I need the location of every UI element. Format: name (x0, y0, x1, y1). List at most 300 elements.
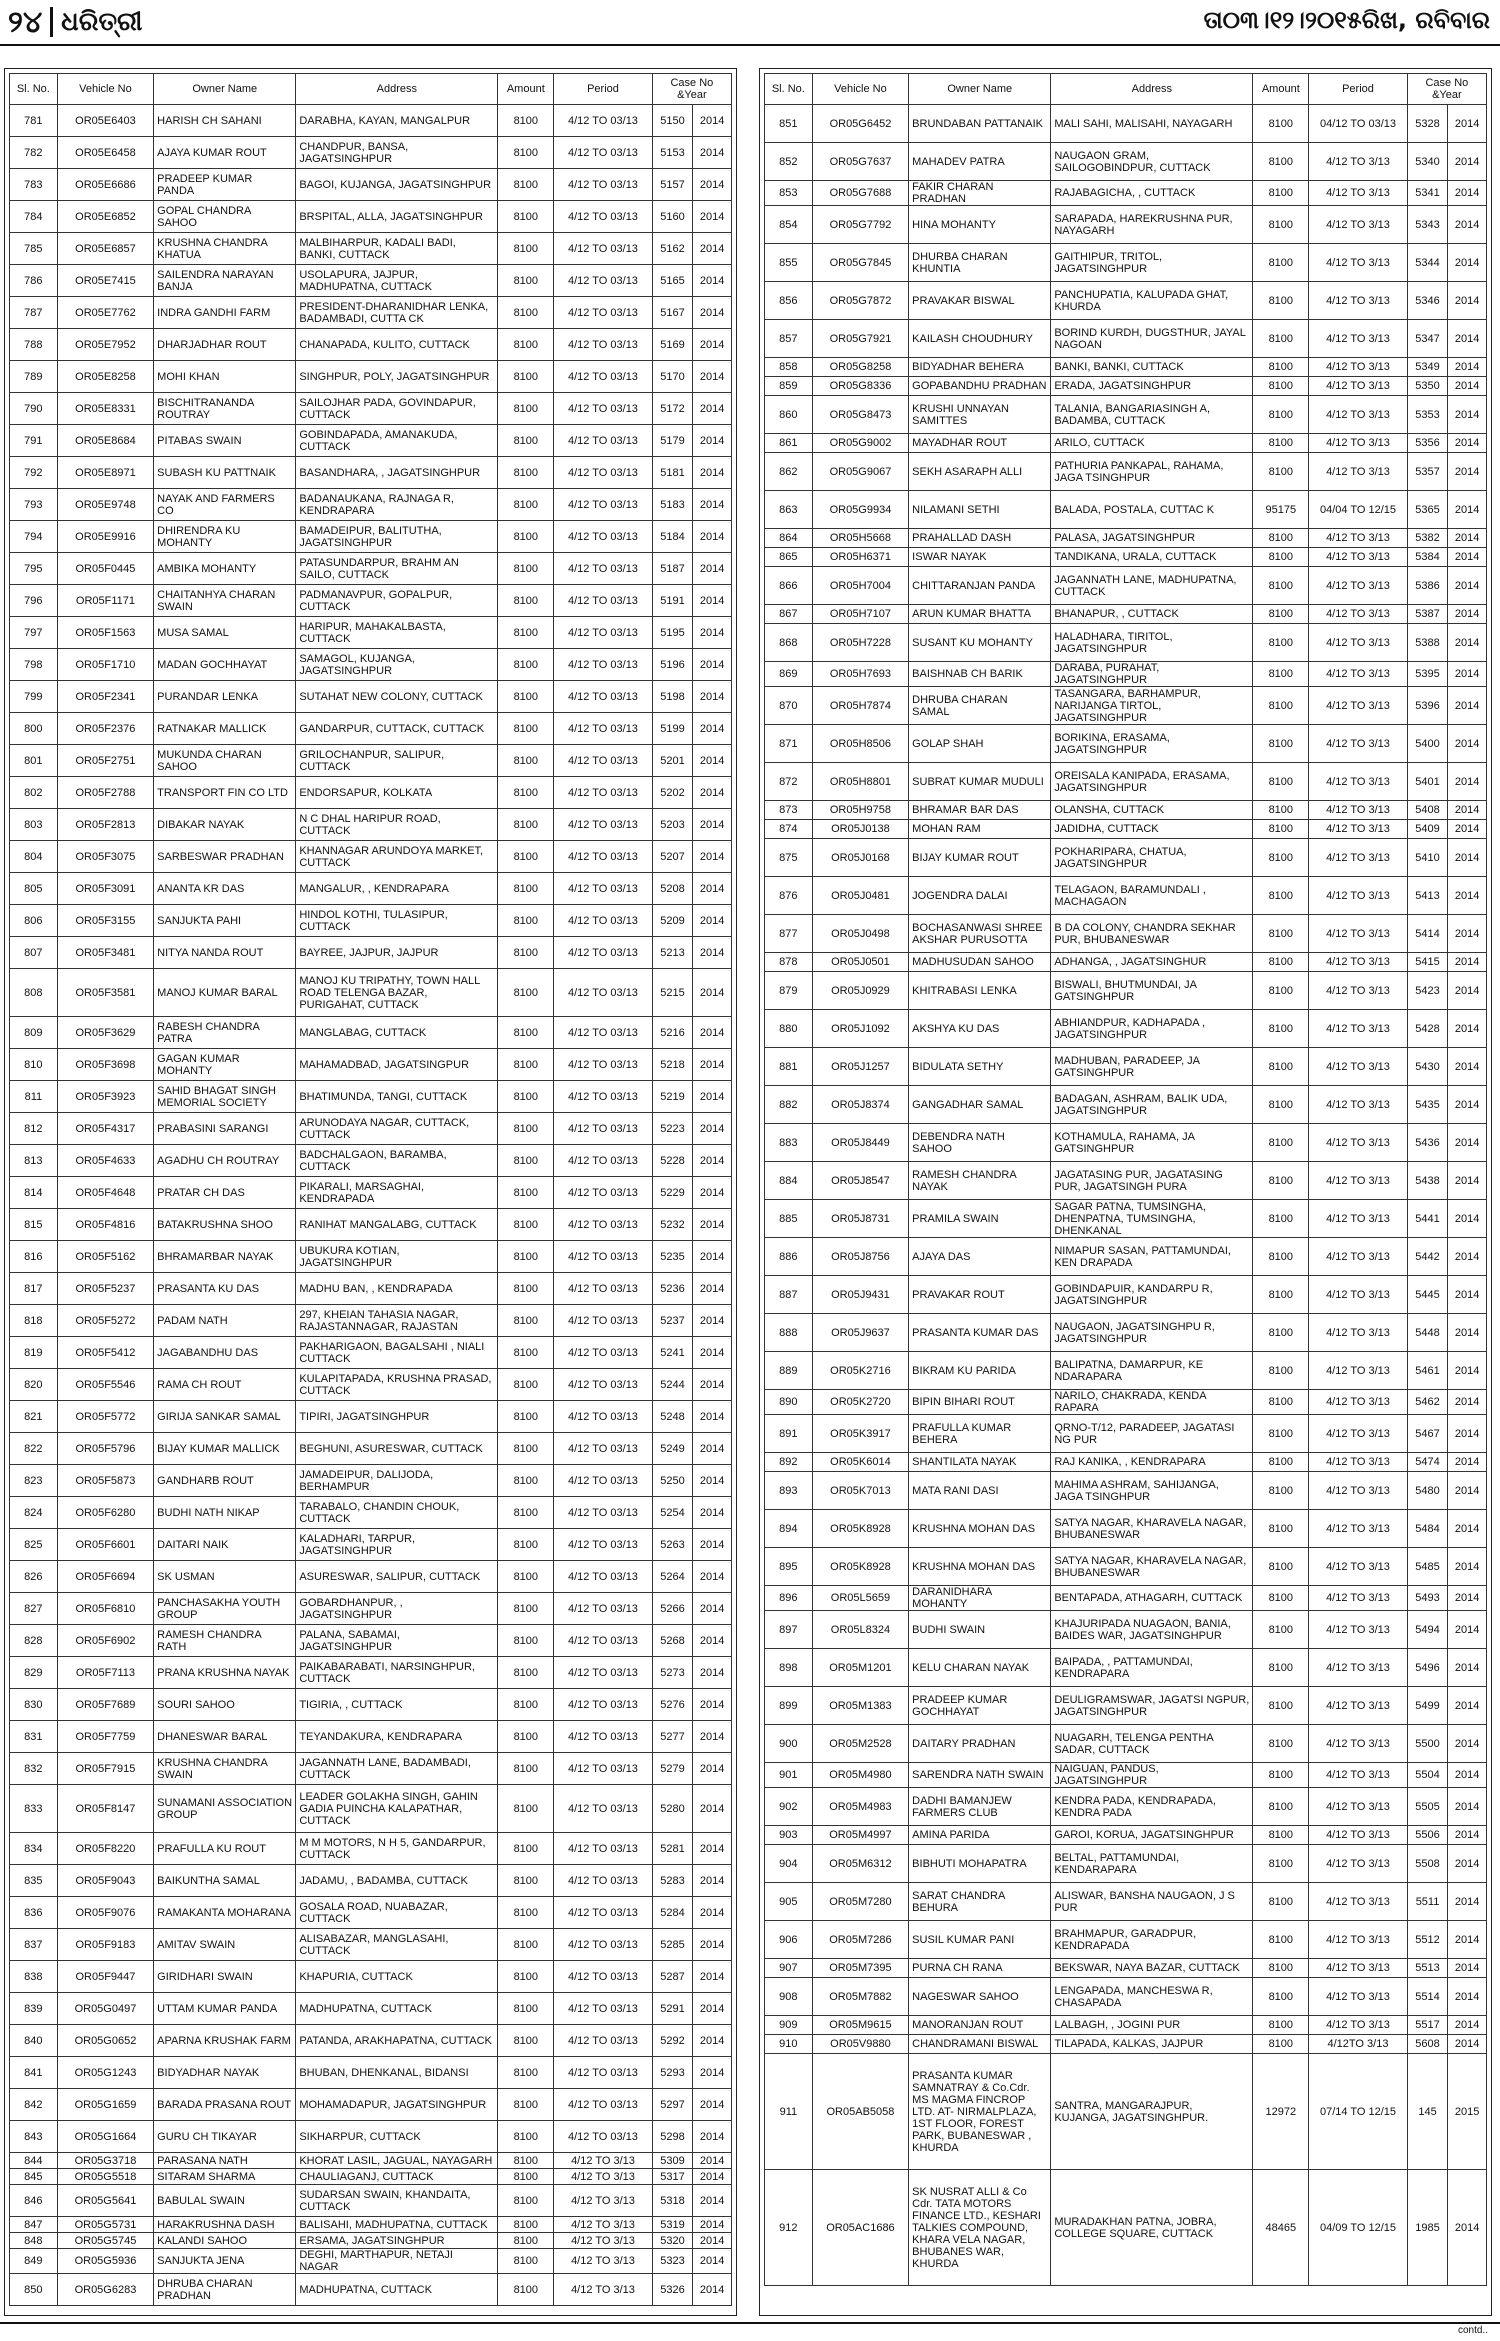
cell-case-no: 5187 (652, 553, 693, 585)
cell-address: MURADAKHAN PATNA, JOBRA, COLLEGE SQUARE, CUTTACK (1051, 2170, 1253, 2286)
cell-sl-no: 811 (10, 1081, 58, 1113)
cell-case-no: 5349 (1407, 358, 1448, 377)
cell-year: 2014 (693, 393, 732, 425)
cell-owner-name: HINA MOHANTY (909, 206, 1051, 244)
table-row (765, 1687, 1487, 1725)
cell-period: 4/12 TO 3/13 (1309, 1276, 1407, 1314)
cell-period: 4/12 TO 3/13 (1309, 624, 1407, 662)
table-row (10, 1113, 732, 1145)
cell-amount: 8100 (498, 745, 554, 777)
table-row (765, 1124, 1487, 1162)
cell-case-no: 5485 (1407, 1548, 1448, 1586)
cell-address: HARIPUR, MAHAKALBASTA, CUTTACK (296, 617, 498, 649)
cell-period: 4/12 TO 03/13 (554, 137, 652, 169)
cell-owner-name: SARENDRA NATH SWAIN (909, 1763, 1051, 1788)
cell-owner-name: BATAKRUSHNA SHOO (154, 1209, 296, 1241)
cell-sl-no: 899 (765, 1687, 813, 1725)
cell-sl-no: 857 (765, 320, 813, 358)
cell-period: 4/12 TO 03/13 (554, 873, 652, 905)
cell-case-no: 5291 (652, 1993, 693, 2025)
cell-sl-no: 896 (765, 1586, 813, 1611)
cell-vehicle-no: OR05F8147 (57, 1785, 153, 1833)
cell-year: 2014 (1448, 548, 1487, 567)
cell-address: BADAGAN, ASHRAM, BALIK UDA, JAGATSINGHPUR (1051, 1086, 1253, 1124)
cell-year: 2014 (693, 1929, 732, 1961)
cell-address: KENDRA PADA, KENDRAPADA, KENDRA PADA (1051, 1788, 1253, 1826)
cell-period: 4/12 TO 3/13 (1309, 1921, 1407, 1959)
cell-owner-name: PADAM NATH (154, 1305, 296, 1337)
table-row (10, 137, 732, 169)
cell-case-no: 5167 (652, 297, 693, 329)
cell-year: 2014 (693, 1897, 732, 1929)
cell-amount: 8100 (1253, 1415, 1309, 1453)
cell-vehicle-no: OR05E7952 (57, 329, 153, 361)
cell-case-no: 5395 (1407, 662, 1448, 687)
table-row (765, 662, 1487, 687)
cell-address: ERSAMA, JAGATSINGHPUR (296, 2233, 498, 2249)
cell-sl-no: 878 (765, 953, 813, 972)
cell-vehicle-no: OR05E6686 (57, 169, 153, 201)
cell-case-no: 5445 (1407, 1276, 1448, 1314)
cell-vehicle-no: OR05K2720 (812, 1390, 908, 1415)
cell-year: 2014 (1448, 801, 1487, 820)
table-row (765, 2035, 1487, 2054)
cell-period: 4/12 TO 3/13 (1309, 1314, 1407, 1352)
cell-sl-no: 808 (10, 969, 58, 1017)
cell-amount: 8100 (1253, 453, 1309, 491)
cell-address: BENTAPADA, ATHAGARH, CUTTACK (1051, 1586, 1253, 1611)
cell-owner-name: BRUNDABAN PATTANAIK (909, 105, 1051, 143)
cell-period: 4/12 TO 3/13 (554, 2274, 652, 2306)
cell-period: 4/12 TO 3/13 (1309, 434, 1407, 453)
cell-vehicle-no: OR05F7759 (57, 1721, 153, 1753)
cell-address: NARILO, CHAKRADA, KENDA RAPARA (1051, 1390, 1253, 1415)
cell-amount: 8100 (1253, 687, 1309, 725)
table-row (10, 1177, 732, 1209)
cell-owner-name: BHRAMAR BAR DAS (909, 801, 1051, 820)
cell-owner-name: RAMESH CHANDRA NAYAK (909, 1162, 1051, 1200)
page-footer (0, 2322, 1500, 2341)
cell-amount: 8100 (498, 937, 554, 969)
cell-owner-name: GANGADHAR SAMAL (909, 1086, 1051, 1124)
cell-case-no: 5496 (1407, 1649, 1448, 1687)
table-row (10, 201, 732, 233)
cell-period: 4/12 TO 3/13 (1309, 1453, 1407, 1472)
cell-year: 2014 (693, 1081, 732, 1113)
cell-case-no: 5484 (1407, 1510, 1448, 1548)
cell-address: MAHAMADBAD, JAGATSINGPUR (296, 1049, 498, 1081)
table-row (10, 489, 732, 521)
cell-year: 2014 (1448, 377, 1487, 396)
table-row (765, 1649, 1487, 1687)
cell-case-no: 5438 (1407, 1162, 1448, 1200)
cell-case-no: 5493 (1407, 1586, 1448, 1611)
cell-year: 2014 (693, 2089, 732, 2121)
cell-sl-no: 826 (10, 1561, 58, 1593)
cell-owner-name: SITARAM SHARMA (154, 2169, 296, 2185)
cell-year: 2014 (1448, 1611, 1487, 1649)
cell-address: MANOJ KU TRIPATHY, TOWN HALL ROAD TELENGA BAZAR, PURIGAHAT, CUTTACK (296, 969, 498, 1017)
cell-sl-no: 892 (765, 1453, 813, 1472)
table-row (765, 1510, 1487, 1548)
cell-case-no: 5201 (652, 745, 693, 777)
cell-vehicle-no: OR05G8258 (812, 358, 908, 377)
cell-vehicle-no: OR05K7013 (812, 1472, 908, 1510)
cell-period: 4/12 TO 3/13 (1309, 143, 1407, 181)
cell-period: 4/12 TO 03/13 (554, 1961, 652, 1993)
cell-vehicle-no: OR05G7688 (812, 181, 908, 206)
cell-address: ALISWAR, BANSHA NAUGAON, J S PUR (1051, 1883, 1253, 1921)
cell-period: 4/12 TO 03/13 (554, 201, 652, 233)
cell-case-no: 5196 (652, 649, 693, 681)
cell-owner-name: PRAVAKAR ROUT (909, 1276, 1051, 1314)
cell-sl-no: 783 (10, 169, 58, 201)
cell-amount: 12972 (1253, 2054, 1309, 2170)
table-row (10, 617, 732, 649)
cell-owner-name: PRANA KRUSHNA NAYAK (154, 1657, 296, 1689)
cell-vehicle-no: OR05G7792 (812, 206, 908, 244)
cell-case-no: 5347 (1407, 320, 1448, 358)
cell-address: PIKARALI, MARSAGHAI, KENDRAPADA (296, 1177, 498, 1209)
cell-address: HALADHARA, TIRITOL, JAGATSINGHPUR (1051, 624, 1253, 662)
cell-period: 4/12 TO 3/13 (1309, 320, 1407, 358)
cell-year: 2014 (1448, 1725, 1487, 1763)
cell-period: 4/12 TO 3/13 (1309, 1649, 1407, 1687)
cell-year: 2014 (693, 777, 732, 809)
cell-sl-no: 845 (10, 2169, 58, 2185)
table-row (765, 320, 1487, 358)
cell-case-no: 5415 (1407, 953, 1448, 972)
cell-year: 2014 (693, 1113, 732, 1145)
cell-owner-name: MATA RANI DASI (909, 1472, 1051, 1510)
cell-year: 2014 (1448, 282, 1487, 320)
cell-period: 4/12 TO 03/13 (554, 745, 652, 777)
cell-owner-name: SARBESWAR PRADHAN (154, 841, 296, 873)
cell-period: 4/12 TO 3/13 (1309, 1124, 1407, 1162)
cell-address: TILAPADA, KALKAS, JAJPUR (1051, 2035, 1253, 2054)
cell-sl-no: 846 (10, 2185, 58, 2217)
table-row (10, 1369, 732, 1401)
cell-case-no: 5198 (652, 681, 693, 713)
table-row (765, 1352, 1487, 1390)
cell-year: 2014 (1448, 1314, 1487, 1352)
cell-sl-no: 789 (10, 361, 58, 393)
table-row (10, 2185, 732, 2217)
cell-amount: 8100 (498, 1929, 554, 1961)
cell-year: 2014 (693, 361, 732, 393)
cell-vehicle-no: OR05G9002 (812, 434, 908, 453)
cell-case-no: 5263 (652, 1529, 693, 1561)
cell-period: 4/12 TO 03/13 (554, 1721, 652, 1753)
cell-case-no: 5153 (652, 137, 693, 169)
cell-vehicle-no: OR05F5272 (57, 1305, 153, 1337)
table-row (10, 2233, 732, 2249)
cell-vehicle-no: OR05M4997 (812, 1826, 908, 1845)
cell-period: 4/12 TO 03/13 (554, 297, 652, 329)
cell-amount: 8100 (1253, 206, 1309, 244)
cell-amount: 8100 (498, 489, 554, 521)
table-row (765, 377, 1487, 396)
cell-amount: 8100 (498, 1561, 554, 1593)
cell-owner-name: SANJUKTA JENA (154, 2249, 296, 2274)
table-row (765, 1415, 1487, 1453)
cell-owner-name: KELU CHARAN NAYAK (909, 1649, 1051, 1687)
cell-address: PANCHUPATIA, KALUPADA GHAT, KHURDA (1051, 282, 1253, 320)
cell-amount: 8100 (1253, 1788, 1309, 1826)
cell-owner-name: SAILENDRA NARAYAN BANJA (154, 265, 296, 297)
cell-sl-no: 827 (10, 1593, 58, 1625)
cell-address: SANTRA, MANGARAJPUR, KUJANGA, JAGATSINGHPUR. (1051, 2054, 1253, 2170)
cell-address: BASANDHARA, , JAGATSINGHPUR (296, 457, 498, 489)
cell-amount: 8100 (498, 617, 554, 649)
cell-case-no: 5386 (1407, 567, 1448, 605)
cell-amount: 8100 (498, 1177, 554, 1209)
cell-sl-no: 797 (10, 617, 58, 649)
cell-year: 2014 (693, 681, 732, 713)
cell-year: 2014 (693, 1689, 732, 1721)
cell-amount: 8100 (498, 1145, 554, 1177)
cell-case-no: 5281 (652, 1833, 693, 1865)
cell-amount: 8100 (1253, 877, 1309, 915)
cell-period: 4/12 TO 3/13 (1309, 529, 1407, 548)
cell-sl-no: 888 (765, 1314, 813, 1352)
cell-period: 4/12 TO 3/13 (1309, 972, 1407, 1010)
cell-address: TANDIKANA, URALA, CUTTACK (1051, 548, 1253, 567)
table-row (10, 681, 732, 713)
cell-address: TIPIRI, JAGATSINGHPUR (296, 1401, 498, 1433)
cell-vehicle-no: OR05F5796 (57, 1433, 153, 1465)
cell-vehicle-no: OR05F6280 (57, 1497, 153, 1529)
cell-address: ADHANGA, , JAGATSINGHUR (1051, 953, 1253, 972)
table-row (10, 2121, 732, 2153)
cell-amount: 8100 (498, 1401, 554, 1433)
cell-address: NAIGUAN, PANDUS, JAGATSINGHPUR (1051, 1763, 1253, 1788)
cell-owner-name: PRATAR CH DAS (154, 1177, 296, 1209)
cell-case-no: 5264 (652, 1561, 693, 1593)
cell-vehicle-no: OR05F2341 (57, 681, 153, 713)
col-amount: Amount (1253, 74, 1309, 105)
cell-amount: 8100 (498, 1961, 554, 1993)
cell-period: 4/12 TO 03/13 (554, 1337, 652, 1369)
cell-case-no: 5396 (1407, 687, 1448, 725)
cell-owner-name: BIPIN BIHARI ROUT (909, 1390, 1051, 1415)
cell-period: 4/12 TO 03/13 (554, 1929, 652, 1961)
cell-amount: 8100 (1253, 1048, 1309, 1086)
cell-owner-name: KRUSHNA MOHAN DAS (909, 1548, 1051, 1586)
cell-owner-name: SK NUSRAT ALLI & Co Cdr. TATA MOTORS FINANCE LTD., KESHARI TALKIES COMPOUND, KHARA VELA NAGAR, BHUBANES WAR, KHURDA (909, 2170, 1051, 2286)
cell-period: 4/12 TO 3/13 (1309, 1687, 1407, 1725)
col-case-no-year: Case No &Year (1407, 74, 1486, 105)
cell-address: GRILOCHANPUR, SALIPUR, CUTTACK (296, 745, 498, 777)
cell-address: JADIDHA, CUTTACK (1051, 820, 1253, 839)
cell-period: 4/12 TO 03/13 (554, 713, 652, 745)
table-row (765, 953, 1487, 972)
cell-amount: 8100 (1253, 434, 1309, 453)
cell-vehicle-no: OR05E9748 (57, 489, 153, 521)
cell-case-no: 5218 (652, 1049, 693, 1081)
cell-address: PADMANAVPUR, GOPALPUR, CUTTACK (296, 585, 498, 617)
cell-year: 2014 (693, 969, 732, 1017)
cell-address: BADCHALGAON, BARAMBA, CUTTACK (296, 1145, 498, 1177)
cell-period: 4/12 TO 03/13 (554, 1209, 652, 1241)
cell-period: 4/12 TO 03/13 (554, 777, 652, 809)
cell-amount: 8100 (498, 1753, 554, 1785)
table-row (10, 1833, 732, 1865)
cell-period: 4/12 TO 03/13 (554, 1113, 652, 1145)
cell-case-no: 5317 (652, 2169, 693, 2185)
cell-period: 4/12 TO 3/13 (1309, 662, 1407, 687)
vehicle-tax-table-left (9, 73, 732, 2306)
cell-sl-no: 907 (765, 1959, 813, 1978)
cell-year: 2014 (1448, 1845, 1487, 1883)
cell-address: KHAPURIA, CUTTACK (296, 1961, 498, 1993)
cell-amount: 8100 (1253, 1124, 1309, 1162)
cell-amount: 8100 (498, 1081, 554, 1113)
cell-vehicle-no: OR05F3481 (57, 937, 153, 969)
cell-case-no: 5462 (1407, 1390, 1448, 1415)
cell-owner-name: DADHI BAMANJEW FARMERS CLUB (909, 1788, 1051, 1826)
table-row (10, 521, 732, 553)
cell-amount: 8100 (498, 873, 554, 905)
table-row (10, 1401, 732, 1433)
cell-year: 2014 (693, 265, 732, 297)
cell-vehicle-no: OR05F3698 (57, 1049, 153, 1081)
cell-sl-no: 829 (10, 1657, 58, 1689)
table-row (10, 361, 732, 393)
cell-amount: 8100 (1253, 1687, 1309, 1725)
cell-year: 2014 (693, 1465, 732, 1497)
cell-year: 2014 (693, 1497, 732, 1529)
cell-year: 2014 (693, 105, 732, 137)
cell-year: 2014 (693, 2057, 732, 2089)
cell-owner-name: BABULAL SWAIN (154, 2185, 296, 2217)
cell-vehicle-no: OR05H7107 (812, 605, 908, 624)
col-period: Period (554, 74, 652, 105)
cell-amount: 95175 (1253, 491, 1309, 529)
cell-address: TARABALO, CHANDIN CHOUK, CUTTACK (296, 1497, 498, 1529)
table-row (765, 1453, 1487, 1472)
cell-owner-name: DHIRENDRA KU MOHANTY (154, 521, 296, 553)
cell-year: 2014 (693, 937, 732, 969)
cell-amount: 8100 (498, 1209, 554, 1241)
table-row (10, 2089, 732, 2121)
table-row (765, 434, 1487, 453)
cell-owner-name: HARAKRUSHNA DASH (154, 2217, 296, 2233)
table-row (10, 745, 732, 777)
cell-address: SAMAGOL, KUJANGA, JAGATSINGHPUR (296, 649, 498, 681)
cell-amount: 8100 (498, 809, 554, 841)
cell-period: 4/12 TO 3/13 (1309, 1238, 1407, 1276)
cell-case-no: 5467 (1407, 1415, 1448, 1453)
cell-owner-name: KRUSHNA CHANDRA KHATUA (154, 233, 296, 265)
cell-year: 2014 (1448, 1788, 1487, 1826)
cell-period: 4/12 TO 3/13 (1309, 1010, 1407, 1048)
cell-case-no: 5428 (1407, 1010, 1448, 1048)
cell-owner-name: PRASANTA KU DAS (154, 1273, 296, 1305)
cell-sl-no: 865 (765, 548, 813, 567)
cell-sl-no: 900 (765, 1725, 813, 1763)
cell-case-no: 5365 (1407, 491, 1448, 529)
cell-vehicle-no: OR05F4317 (57, 1113, 153, 1145)
cell-sl-no: 832 (10, 1753, 58, 1785)
cell-vehicle-no: OR05G8336 (812, 377, 908, 396)
cell-address: BHUBAN, DHENKANAL, BIDANSI (296, 2057, 498, 2089)
cell-address: BALIPATNA, DAMARPUR, KE NDARAPARA (1051, 1352, 1253, 1390)
cell-owner-name: DIBAKAR NAYAK (154, 809, 296, 841)
cell-vehicle-no: OR05F2813 (57, 809, 153, 841)
cell-sl-no: 871 (765, 725, 813, 763)
cell-case-no: 5199 (652, 713, 693, 745)
table-row (10, 1993, 732, 2025)
cell-vehicle-no: OR05E6403 (57, 105, 153, 137)
cell-address: BHANAPUR, , CUTTACK (1051, 605, 1253, 624)
cell-period: 4/12 TO 3/13 (1309, 567, 1407, 605)
cell-address: B DA COLONY, CHANDRA SEKHAR PUR, BHUBANESWAR (1051, 915, 1253, 953)
cell-case-no: 5387 (1407, 605, 1448, 624)
table-row (10, 1081, 732, 1113)
header-divider (50, 7, 53, 37)
cell-year: 2014 (693, 2249, 732, 2274)
cell-address: JAGANNATH LANE, MADHUPATNA, CUTTACK (1051, 567, 1253, 605)
cell-address: KHORAT LASIL, JAGUAL, NAYAGARH (296, 2153, 498, 2169)
cell-year: 2014 (1448, 1978, 1487, 2016)
cell-sl-no: 836 (10, 1897, 58, 1929)
cell-vehicle-no: OR05H5668 (812, 529, 908, 548)
cell-year: 2014 (693, 2169, 732, 2185)
cell-case-no: 5232 (652, 1209, 693, 1241)
table-row (10, 905, 732, 937)
cell-owner-name: BIKRAM KU PARIDA (909, 1352, 1051, 1390)
cell-vehicle-no: OR05F8220 (57, 1833, 153, 1865)
cell-owner-name: DHANESWAR BARAL (154, 1721, 296, 1753)
cell-address: PAIKABARABATI, NARSINGHPUR, CUTTACK (296, 1657, 498, 1689)
table-row (10, 1017, 732, 1049)
cell-vehicle-no: OR05AB5058 (812, 2054, 908, 2170)
cell-year: 2014 (1448, 105, 1487, 143)
page-header (0, 0, 1500, 46)
table-row (765, 358, 1487, 377)
cell-vehicle-no: OR05G7872 (812, 282, 908, 320)
cell-amount: 8100 (498, 713, 554, 745)
cell-period: 4/12 TO 03/13 (554, 2121, 652, 2153)
cell-amount: 8100 (1253, 1763, 1309, 1788)
cell-case-no: 5266 (652, 1593, 693, 1625)
cell-owner-name: BHRAMARBAR NAYAK (154, 1241, 296, 1273)
cell-amount: 8100 (498, 1241, 554, 1273)
cell-sl-no: 790 (10, 393, 58, 425)
cell-period: 4/12 TO 3/13 (1309, 1788, 1407, 1826)
cell-address: MANGLABAG, CUTTACK (296, 1017, 498, 1049)
cell-year: 2014 (1448, 1883, 1487, 1921)
cell-address: ARUNODAYA NAGAR, CUTTACK, CUTTACK (296, 1113, 498, 1145)
cell-owner-name: SHANTILATA NAYAK (909, 1453, 1051, 1472)
cell-sl-no: 812 (10, 1113, 58, 1145)
cell-address: NIMAPUR SASAN, PATTAMUNDAI, KEN DRAPADA (1051, 1238, 1253, 1276)
cell-address: BELTAL, PATTAMUNDAI, KENDARAPARA (1051, 1845, 1253, 1883)
cell-year: 2014 (1448, 1124, 1487, 1162)
cell-vehicle-no: OR05M1201 (812, 1649, 908, 1687)
cell-amount: 8100 (498, 1049, 554, 1081)
cell-address: PATANDA, ARAKHAPATNA, CUTTACK (296, 2025, 498, 2057)
cell-sl-no: 903 (765, 1826, 813, 1845)
cell-amount: 8100 (498, 2025, 554, 2057)
cell-address: POKHARIPARA, CHATUA, JAGATSINGHPUR (1051, 839, 1253, 877)
cell-case-no: 5279 (652, 1753, 693, 1785)
cell-vehicle-no: OR05M4983 (812, 1788, 908, 1826)
table-row (10, 1929, 732, 1961)
table-row (10, 1785, 732, 1833)
cell-sl-no: 814 (10, 1177, 58, 1209)
